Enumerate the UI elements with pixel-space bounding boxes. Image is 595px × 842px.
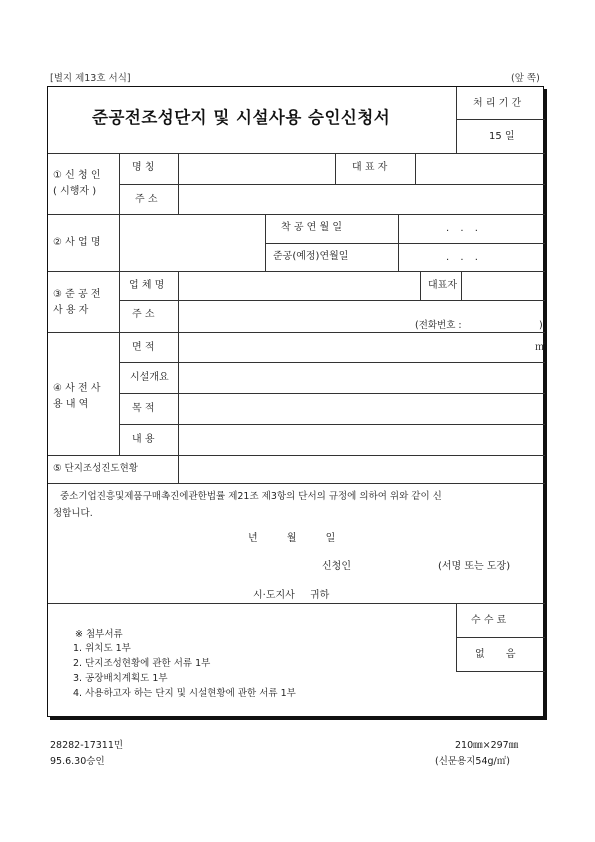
applicant-representative-label: 대 표 자 [352, 162, 388, 173]
attachments-title: ※ 첨부서류 [75, 629, 123, 640]
area-unit: ㎡ [535, 342, 545, 353]
start-date-label: 착 공 연 월 일 [281, 222, 343, 233]
user-label: ③ 준 공 전 [53, 289, 101, 300]
purpose-field[interactable] [179, 394, 544, 423]
divider [456, 637, 545, 638]
phone-label: (전화번호 : [415, 320, 462, 331]
user-representative-label: 대표자 [428, 280, 457, 291]
paper-type: (신문용지54g/㎡) [435, 756, 510, 767]
date-line: 년 월 일 [248, 533, 336, 544]
page-side: (앞 쪽) [511, 73, 540, 84]
divider [335, 153, 336, 184]
divider [456, 119, 545, 120]
user-address-label: 주 소 [132, 309, 155, 320]
divider [265, 214, 266, 271]
paper-size: 210㎜×297㎜ [455, 740, 519, 751]
divider [119, 153, 120, 455]
applicant-representative-field[interactable] [416, 154, 544, 183]
user-address-field[interactable] [179, 301, 544, 331]
content-field[interactable] [179, 425, 544, 454]
attachment-item: 2. 단지조성현황에 관한 서류 1부 [73, 658, 211, 669]
divider [398, 214, 399, 271]
usage-sublabel: 용 내 역 [53, 399, 89, 410]
approval-date: 95.6.30승인 [50, 756, 105, 767]
divider [456, 603, 457, 671]
processing-period-value: 15 일 [489, 131, 515, 142]
applicant-sublabel: ( 시행자 ) [53, 186, 97, 197]
signature-label: (서명 또는 도장) [438, 561, 511, 572]
attachment-item: 3. 공장배치계획도 1부 [73, 673, 168, 684]
phone-close: ) [539, 320, 543, 331]
complex-status-field[interactable] [179, 456, 544, 482]
divider [420, 271, 421, 300]
processing-period-label: 처 리 기 간 [473, 98, 522, 109]
fee-label: 수 수 료 [471, 615, 507, 626]
divider [456, 671, 545, 672]
divider [456, 87, 457, 153]
divider [48, 603, 545, 604]
attachment-item: 1. 위치도 1부 [73, 643, 131, 654]
start-date-field[interactable]: . . . [446, 223, 482, 234]
form-number: [별지 제13호 서식] [50, 73, 131, 84]
content-label: 내 용 [132, 434, 155, 445]
complex-status-label: ⑤ 단지조성진도현황 [53, 463, 138, 474]
statement-line-2: 청합니다. [53, 508, 93, 519]
company-name-field[interactable] [179, 272, 419, 299]
applicant-name-field[interactable] [179, 154, 334, 183]
applicant-label: ① 신 청 인 [53, 170, 101, 181]
project-name-label: ② 사 업 명 [53, 237, 101, 248]
usage-label: ④ 사 전 사 [53, 383, 101, 394]
company-name-label: 업 체 명 [129, 280, 165, 291]
facility-overview-label: 시설개요 [130, 372, 169, 383]
attachment-item: 4. 사용하고자 하는 단지 및 시설현황에 관한 서류 1부 [73, 688, 296, 699]
applicant-address-label: 주 소 [135, 194, 158, 205]
completion-date-field[interactable]: . . . [446, 252, 482, 263]
user-sublabel: 사 용 자 [53, 305, 89, 316]
divider [265, 243, 545, 244]
statement-line-1: 중소기업진흥및제품구매촉진에관한법률 제21조 제3항의 단서의 규정에 의하여 위와 같이 신 [60, 491, 442, 502]
fee-value: 없 음 [475, 649, 516, 660]
completion-date-label: 준공(예정)연월일 [273, 251, 349, 262]
purpose-label: 목 적 [132, 403, 155, 414]
project-name-field[interactable] [120, 215, 264, 270]
applicant-name-label: 명 칭 [132, 162, 155, 173]
applicant-address-field[interactable] [179, 185, 544, 213]
user-representative-field[interactable] [462, 272, 544, 299]
facility-overview-field[interactable] [179, 363, 544, 392]
form-title: 준공전조성단지 및 시설사용 승인신청서 [92, 108, 391, 127]
application-form [47, 86, 544, 717]
area-label: 면 적 [132, 342, 155, 353]
area-field[interactable] [179, 333, 529, 361]
divider [48, 483, 545, 484]
applicant-signature-label: 신청인 [322, 561, 351, 572]
form-code: 28282-17311민 [50, 740, 124, 751]
addressee: 시·도지사 귀하 [253, 590, 330, 601]
